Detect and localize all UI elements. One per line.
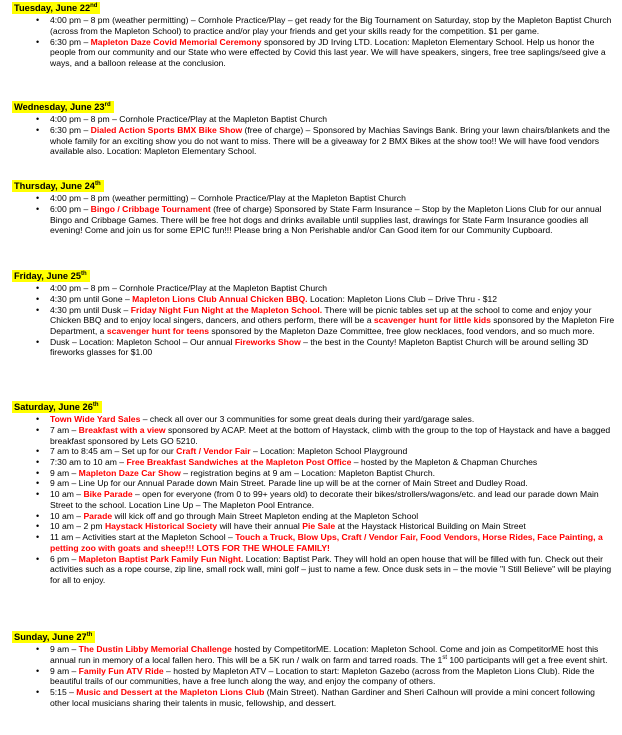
event-item (0, 532, 622, 553)
day-heading (12, 270, 90, 282)
event-text: 4:00 pm – 8 pm – Cornhole Practice/Play at the Mapleton Baptist Church (50, 114, 328, 125)
event-text: 11 am – Activities start at the Mapleton School – (50, 532, 236, 543)
event-list (0, 15, 622, 69)
day-heading-label: Friday, June 25 (14, 271, 81, 281)
day-heading-suffix: th (86, 631, 93, 638)
event-text: – hosted by Mapleton ATV – Location to start: Mapleton Gazebo (across from the Mapleton Lions Club). Ride the beautiful trails of our communities, have a free lunch along the way, and enjoy the company of others. (50, 665, 595, 687)
event-text: 7 am – (50, 424, 79, 435)
event-highlight-text: Family Fun ATV Ride (78, 665, 164, 676)
event-text: 4:30 pm until Dusk – (50, 304, 131, 315)
day-heading (12, 2, 100, 14)
event-text: There will be picnic tables set up at the school to come and enjoy your Chicken BBQ and to enjoy local singers, dancers, and others perform, there will be a (50, 304, 592, 326)
event-text: 10 am – 2 pm (50, 521, 105, 532)
event-item (0, 425, 622, 446)
event-text: hosted by CompetitorME. Location: Mapleton School. Come and join as CompetitorME host this annual run in memory of a local fallen hero. This will be a 5K run / walk on farm and tarred roads. The 1 (50, 644, 599, 665)
event-text: Location: Baptist Park. They will hold an open house that will be filled with fun. Check out their activities such as a rope course, zip line, small rock wall, mini golf – just to name a few. Once dusk sets in – the movie "I Still Believe" will be playing for all to enjoy. (50, 553, 612, 586)
event-text: (free of charge) – Sponsored by Machias Savings Bank. Bring your lawn chairs/blankets and the whole family for an exciting show you do not want to miss. There will be a giveaway for 2 BMX Bikes at the show too!! We will have food vendors available also. Location: Mapleton Elementary School. (50, 124, 610, 157)
event-highlight-text: Craft / Vendor Fair (176, 446, 251, 457)
event-text: Dusk – Location: Mapleton School – Our annual (50, 336, 235, 347)
event-highlight-text: Bingo / Cribbage Tournament (90, 203, 211, 214)
day-heading-suffix: nd (90, 2, 98, 9)
event-item (0, 283, 622, 294)
event-text: – Location: Mapleton School Playground (250, 446, 408, 457)
event-list (0, 644, 622, 708)
day-section (0, 631, 622, 718)
event-text: 9 am – (50, 665, 79, 676)
event-item (0, 193, 622, 204)
event-text: will kick off and go through Main Street Mapleton ending at the Mapleton School (112, 510, 419, 521)
event-highlight-text: scavenger hunt for teens (106, 326, 210, 337)
event-item (0, 468, 622, 479)
event-list (0, 283, 622, 358)
event-item (0, 554, 622, 586)
event-item (0, 687, 622, 708)
event-text: will have their annual (217, 521, 303, 532)
event-item (0, 305, 622, 337)
day-heading-label: Wednesday, June 23 (14, 102, 105, 112)
event-text: 9 am – (50, 467, 79, 478)
event-highlight-text: Breakfast with a view (78, 424, 166, 435)
day-heading-suffix: rd (104, 101, 111, 108)
event-highlight-text: Dialed Action Sports BMX Bike Show (90, 124, 243, 135)
event-highlight-text: Parade (83, 510, 113, 521)
event-highlight-text: Pie Sale (302, 521, 336, 532)
event-text: 4:00 pm – 8 pm (weather permitting) – Cornhole Practice/Play – get ready for the Big Tournament on Saturday, stop by the Mapleton Baptist Church (across from the Mapleton School) to practice and/or play your friends and get your skills ready for the competition. $1 per game. (50, 15, 612, 36)
event-text: 4:00 pm – 8 pm – Cornhole Practice/Play at the Mapleton Baptist Church (50, 283, 328, 294)
event-item (0, 15, 622, 36)
event-text: 6:30 pm – (50, 124, 91, 135)
event-text: at the Haystack Historical Building on Main Street (335, 521, 526, 532)
day-section (0, 401, 622, 596)
event-text: sponsored by ACAP. Meet at the bottom of Haystack, climb with the group to the top of Haystack and have a bagged breakfast sponsored by Lets GO 5210. (50, 424, 611, 446)
event-text: 100 participants will get a free event shirt. (447, 654, 608, 665)
day-heading-label: Thursday, June 24 (14, 181, 95, 191)
event-item (0, 114, 622, 125)
event-text: – the best in the County! Mapleton Baptist Church will be around selling 3D fireworks glasses for $1.00 (50, 336, 589, 358)
event-text: 9 am – (50, 644, 79, 655)
event-highlight-text: Free Breakfast Sandwiches at the Mapleton Post Office (126, 457, 352, 468)
event-text: (free of charge) Sponsored by State Farm Insurance – Stop by the Mapleton Lions Club for our annual Bingo and Cribbage Games. There will be free hot dogs and drinks available until supplies last, drawings for State Farm Insurance goodies all evening! Come and join us for some EPIC fun!!! Please bring a Non Perishable and/or Can Good item for our Community Cupboard. (50, 203, 602, 236)
event-highlight-text: scavenger hunt for little kids (373, 315, 491, 326)
event-item (0, 521, 622, 532)
day-heading (12, 401, 102, 413)
event-text: – hosted by the Mapleton & Chapman Churches (351, 457, 538, 468)
day-section (0, 101, 622, 167)
day-section (0, 2, 622, 79)
event-highlight-text: Touch a Truck, Blow Ups, Craft / Vendor Fair, Food Vendors, Horse Rides, Face Painting, a petting zoo with goats and sheep!!! LOTS FOR THE WHOLE FAMILY! (50, 532, 603, 553)
day-heading-suffix: th (81, 270, 87, 277)
event-text: st (442, 654, 448, 661)
event-list (0, 193, 622, 236)
event-highlight-text: Friday Night Fun Night at the Mapleton School. (130, 304, 323, 315)
day-section (0, 180, 622, 246)
event-highlight-text: The Dustin Libby Memorial Challenge (78, 644, 232, 655)
event-highlight-text: Town Wide Yard Sales (50, 414, 141, 425)
day-heading-label: Sunday, June 27 (14, 632, 87, 642)
event-highlight-text: Music and Dessert at the Mapleton Lions Club (76, 687, 265, 698)
event-item (0, 489, 622, 510)
event-text: sponsored by the Mapleton Fire Department, a (50, 315, 615, 337)
event-text: 6 pm – (50, 553, 79, 564)
event-text: Location: Mapleton Lions Club – Drive Thru - $12 (307, 293, 498, 304)
day-heading-label: Tuesday, June 22 (14, 3, 91, 13)
event-item (0, 478, 622, 489)
event-text: sponsored by the Mapleton Daze Committee, free glow necklaces, food vendors, and so much more. (209, 326, 595, 337)
event-list (0, 114, 622, 157)
event-text: 6:30 pm – (50, 36, 91, 47)
event-highlight-text: Mapleton Daze Covid Memorial Ceremony (90, 36, 262, 47)
event-text: 9 am – Line Up for our Annual Parade down Main Street. Parade line up will be at the corner of Main Street and Dudley Road. (50, 478, 528, 489)
day-heading (12, 101, 114, 113)
day-section (0, 270, 622, 368)
event-item (0, 37, 622, 69)
event-item (0, 446, 622, 457)
event-item (0, 125, 622, 157)
event-highlight-text: Mapleton Daze Car Show (78, 467, 181, 478)
event-item (0, 511, 622, 522)
event-item (0, 666, 622, 687)
event-highlight-text: Mapleton Baptist Park Family Fun Night. (78, 553, 244, 564)
day-heading-suffix: th (92, 401, 99, 408)
event-text: 10 am – (50, 489, 84, 500)
event-item (0, 294, 622, 305)
event-highlight-text: Haystack Historical Society (104, 521, 218, 532)
event-list (0, 414, 622, 586)
day-heading (12, 180, 104, 192)
event-highlight-text: Bike Parade (83, 489, 133, 500)
day-heading (12, 631, 95, 643)
event-text: – registration begins at 9 am – Location: Mapleton Baptist Church. (180, 467, 435, 478)
event-item (0, 414, 622, 425)
event-text: – open for everyone (from 0 to 99+ years old) to decorate their bikes/strollers/wagons/etc. and lead our parade down Main Street to the school. Location Line Up – The Mapleton Pool Entrance. (50, 489, 599, 510)
event-text: sponsored by JD Irving LTD. Location: Mapleton Elementary School. Help us honor the people from our community and our State who were effected by Covid this last year. We will have speakers, singers, free tree saplings/seed give a ways, and a balloon release at the conclusion. (50, 36, 606, 69)
event-text: 10 am – (50, 510, 84, 521)
event-text: 7 am to 8:45 am – Set up for our (50, 446, 177, 457)
event-text: 4:30 pm until Gone – (50, 293, 133, 304)
day-heading-suffix: th (94, 180, 101, 187)
event-highlight-text: Fireworks Show (234, 336, 301, 347)
event-text: 7:30 am to 10 am – (50, 457, 127, 468)
event-text: 6:00 pm – (50, 203, 91, 214)
event-highlight-text: Mapleton Lions Club Annual Chicken BBQ. (132, 293, 308, 304)
event-item (0, 457, 622, 468)
event-item (0, 204, 622, 236)
event-item (0, 337, 622, 358)
event-text: – check all over our 3 communities for some great deals during their yard/garage sales. (140, 414, 475, 425)
event-text: 5:15 – (50, 687, 77, 698)
event-item (0, 644, 622, 665)
event-text: 4:00 pm – 8 pm (weather permitting) – Cornhole Practice/Play at the Mapleton Baptist Church (50, 193, 406, 204)
day-heading-label: Saturday, June 26 (14, 402, 93, 412)
event-text: (Main Street). Nathan Gardiner and Sheri Calhoun will provide a mini concert following other local musicians sharing their talents in music, fellowship, and dessert. (50, 687, 595, 708)
